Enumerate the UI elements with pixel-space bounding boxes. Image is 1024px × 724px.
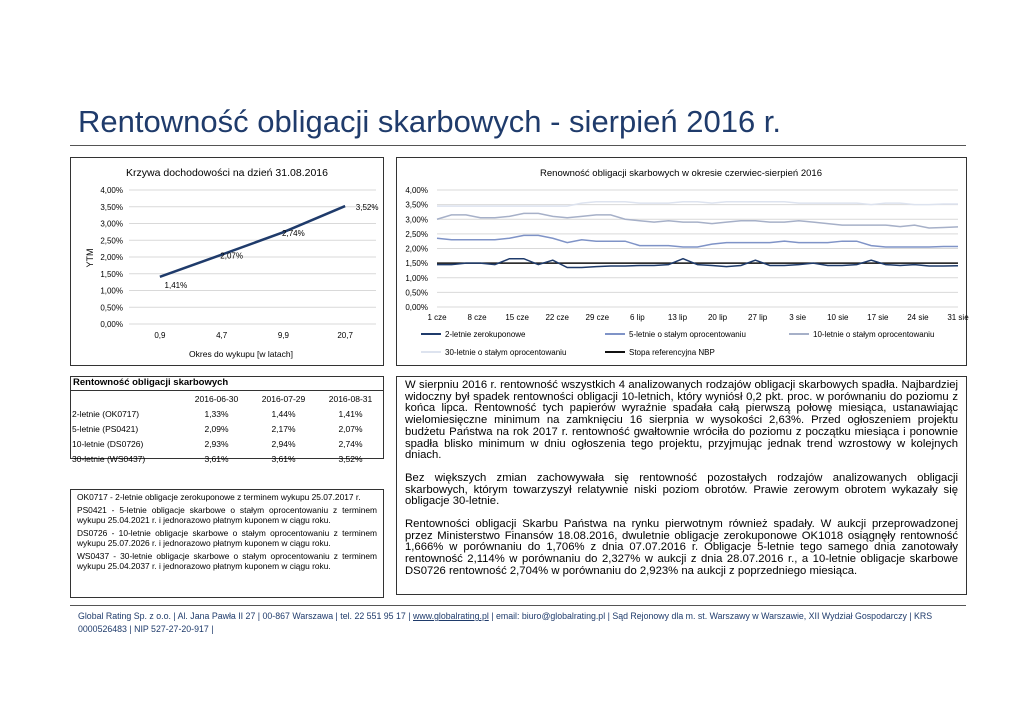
- x-tick-label: 8 cze: [467, 313, 487, 322]
- table-cell: 2,93%: [204, 438, 229, 449]
- yields-timeseries-chart: [397, 158, 969, 365]
- legend-label: 5-letnie o stałym oprocentowaniu: [629, 330, 746, 339]
- table-cell: 2,09%: [204, 423, 229, 434]
- y-tick-label: 1,00%: [405, 273, 428, 283]
- series-line: [437, 235, 958, 247]
- y-axis-label: YTM: [85, 248, 95, 268]
- x-tick-label: 17 sie: [867, 313, 889, 322]
- commentary-paragraph: Bez większych zmian zachowywała się rentowność pozostałych rodzajów analizowanych obligacji skarbowych, którym towarzyszył relatywnie niski poziom obrotów. Prawie zerowym obrotem wykazały się obligacje 30-letnie.: [405, 471, 958, 508]
- chart-title: Renowność obligacji skarbowych w okresie czerwiec-sierpień 2016: [540, 168, 822, 179]
- commentary-box: [396, 376, 967, 595]
- series-line: [437, 213, 958, 228]
- y-tick-label: 3,50%: [100, 202, 123, 212]
- data-label: 1,41%: [164, 280, 188, 290]
- y-tick-label: 0,50%: [100, 303, 123, 313]
- x-tick-label: 9,9: [277, 331, 289, 340]
- table-row: [70, 406, 384, 421]
- table-cell: 2-letnie (OK0717): [72, 408, 140, 419]
- x-axis-label: Okres do wykupu [w latach]: [189, 349, 293, 359]
- website-link[interactable]: www.globalrating.pl: [413, 611, 489, 621]
- x-tick-label: 4,7: [216, 331, 228, 340]
- y-tick-label: 3,00%: [405, 215, 428, 225]
- footer-divider: [70, 605, 966, 606]
- x-tick-label: 1 cze: [427, 313, 447, 322]
- y-tick-label: 4,00%: [405, 186, 428, 195]
- table-header-cell: [70, 391, 183, 406]
- table-title: Rentowność obligacji skarbowych: [70, 376, 384, 391]
- legend-label: 2-letnie zerokuponowe: [445, 330, 526, 339]
- yields-timeseries-chart-box: [396, 157, 967, 366]
- x-tick-label: 15 cze: [505, 313, 529, 322]
- table-cell: 1,41%: [338, 408, 363, 419]
- table-row: [70, 436, 384, 451]
- series-line: [437, 202, 958, 206]
- x-tick-label: 24 sie: [907, 313, 929, 322]
- table-cell: 3,52%: [338, 453, 363, 464]
- x-tick-label: 27 lip: [748, 313, 768, 322]
- y-tick-label: 2,00%: [100, 253, 123, 262]
- footer-registration: | email: biuro@globalrating.pl | Sąd Rejonowy dla m. st. Warszawy w Warszawie, XII Wydział Gospodarczy | KRS 0000526483 | NIP 527-27-20-917 |: [78, 611, 933, 634]
- table-cell: 1,44%: [271, 408, 296, 419]
- yields-table: [70, 376, 384, 466]
- x-tick-label: 22 cze: [545, 313, 570, 322]
- page-title: Rentowność obligacji skarbowych - sierpień 2016 r.: [78, 104, 782, 139]
- data-label: 3,52%: [355, 203, 379, 213]
- y-tick-label: 3,50%: [405, 200, 428, 210]
- legend-label: 30-letnie o stałym oprocentowaniu: [445, 348, 567, 357]
- y-tick-label: 0,50%: [405, 288, 428, 298]
- y-tick-label: 3,00%: [100, 219, 123, 229]
- x-tick-label: 0,9: [154, 331, 166, 340]
- x-tick-label: 29 cze: [585, 313, 610, 322]
- table-header-cell: 2016-07-29: [261, 393, 306, 404]
- commentary-paragraph: W sierpniu 2016 r. rentowność wszystkich 4 analizowanych rodzajów obligacji skarbowych spadła. Najbardziej widoczny był spadek rentowności obligacji 10-letnich, który wyniósł 0,2 pkt. proc. w porównaniu do poziomu z końca lipca. Rentowność tych papierów wyraźnie spadała całą pierwszą połowę miesiąca, ustanawiając wielomiesięczne minimum na zamknięciu 16 sierpnia w wysokości 2,63%. Przed ogłoszeniem projektu budżetu Państwa na rok 2017 r. rentowność gwałtownie wróciła do poziomu z początku miesiąca i ponownie spadła blisko minimum w dniu ogłoszenia tego projektu, przyjmując jednak trend wzrostowy w kolejnych dniach.: [405, 379, 958, 462]
- y-tick-label: 0,00%: [405, 303, 428, 312]
- x-tick-label: 13 lip: [667, 313, 688, 322]
- legend-label: Stopa referencyjna NBP: [629, 348, 715, 357]
- footer-address: Global Rating Sp. z o.o. | Al. Jana Pawła II 27 | 00-867 Warszawa | tel. 22 551 95 17 |: [78, 611, 411, 621]
- commentary-paragraph: Rentowności obligacji Skarbu Państwa na rynku pierwotnym również spadały. W aukcji przeprowadzonej przez Ministerstwo Finansów 18.08.2016, dwuletnie obligacje zerokuponowe OK1018 osiągnęły rentowność 1,666% w porównaniu do 1,706% z dnia 07.07.2016 r. Obligacje 5-letnie tego samego dnia zanotowały rentowność 2,114% w porównaniu do 2,327% w aukcji z dnia 28.07.2016 r., a 10-letnie obligacje skarbowe DS0726 rentowność 2,704% w porównaniu do 2,923% na aukcji z poprzedniego miesiąca.: [405, 518, 958, 577]
- x-tick-label: 31 sie: [947, 313, 969, 322]
- y-tick-label: 2,50%: [405, 229, 428, 239]
- y-tick-label: 2,00%: [405, 244, 428, 254]
- note-item: OK0717 - 2-letnie obligacje zerokuponowe z terminem wykupu 25.07.2017 r.: [77, 492, 361, 502]
- x-tick-label: 10 sie: [827, 313, 849, 322]
- data-label: 2,07%: [220, 251, 243, 261]
- y-tick-label: 1,50%: [100, 269, 123, 279]
- x-tick-label: 6 lip: [630, 313, 645, 322]
- legend-label: 10-letnie o stałym oprocentowaniu: [813, 330, 935, 339]
- data-label: 2,74%: [282, 229, 305, 239]
- x-tick-label: 20 lip: [707, 313, 728, 322]
- bond-notes: [70, 489, 384, 598]
- table-cell: 3,61%: [204, 453, 229, 464]
- yield-curve-chart-box: [70, 157, 384, 366]
- footer: [78, 610, 966, 636]
- table-header-cell: 2016-08-31: [328, 393, 373, 404]
- table-cell: 10-letnie (DS0726): [72, 438, 144, 449]
- table-row: [70, 451, 384, 466]
- y-tick-label: 2,50%: [100, 236, 123, 246]
- table-cell: 2,17%: [271, 423, 296, 434]
- table-cell: 2,07%: [338, 423, 363, 434]
- note-item: PS0421 - 5-letnie obligacje skarbowe o stałym oprocentowaniu z terminem wykupu 25.04.2021 r. i jednorazowo płatnym kuponem w ciągu roku.: [77, 505, 377, 525]
- chart-title: Krzywa dochodowości na dzień 31.08.2016: [126, 167, 328, 179]
- x-tick-label: 3 sie: [789, 313, 807, 322]
- table-cell: 1,33%: [204, 408, 229, 419]
- table-header-cell: 2016-06-30: [194, 393, 239, 404]
- y-tick-label: 1,50%: [405, 259, 428, 269]
- yield-curve-chart: [71, 158, 383, 365]
- table-header-row: [70, 391, 384, 406]
- table-cell: 2,74%: [338, 438, 363, 449]
- table-cell: 3,61%: [271, 453, 296, 464]
- table-row: [70, 421, 384, 436]
- x-tick-label: 20,7: [337, 331, 353, 340]
- yield-curve-line: [160, 206, 345, 277]
- y-tick-label: 4,00%: [100, 186, 123, 195]
- y-tick-label: 1,00%: [100, 286, 123, 296]
- note-item: DS0726 - 10-letnie obligacje skarbowe o stałym oprocentowaniu z terminem wykupu 25.07.2026 r. i jednorazowo płatnym kuponem w ciągu roku.: [77, 528, 377, 548]
- table-cell: 2,94%: [271, 438, 296, 449]
- table-cell: 5-letnie (PS0421): [72, 423, 139, 434]
- table-cell: 30-letnie (WS0437): [72, 453, 146, 464]
- title-divider: [70, 145, 966, 146]
- y-tick-label: 0,00%: [100, 320, 123, 329]
- note-item: WS0437 - 30-letnie obligacje skarbowe o stałym oprocentowaniu z terminem wykupu 25.04.2037 r. i jednorazowo płatnym kuponem w ciągu roku.: [77, 551, 377, 571]
